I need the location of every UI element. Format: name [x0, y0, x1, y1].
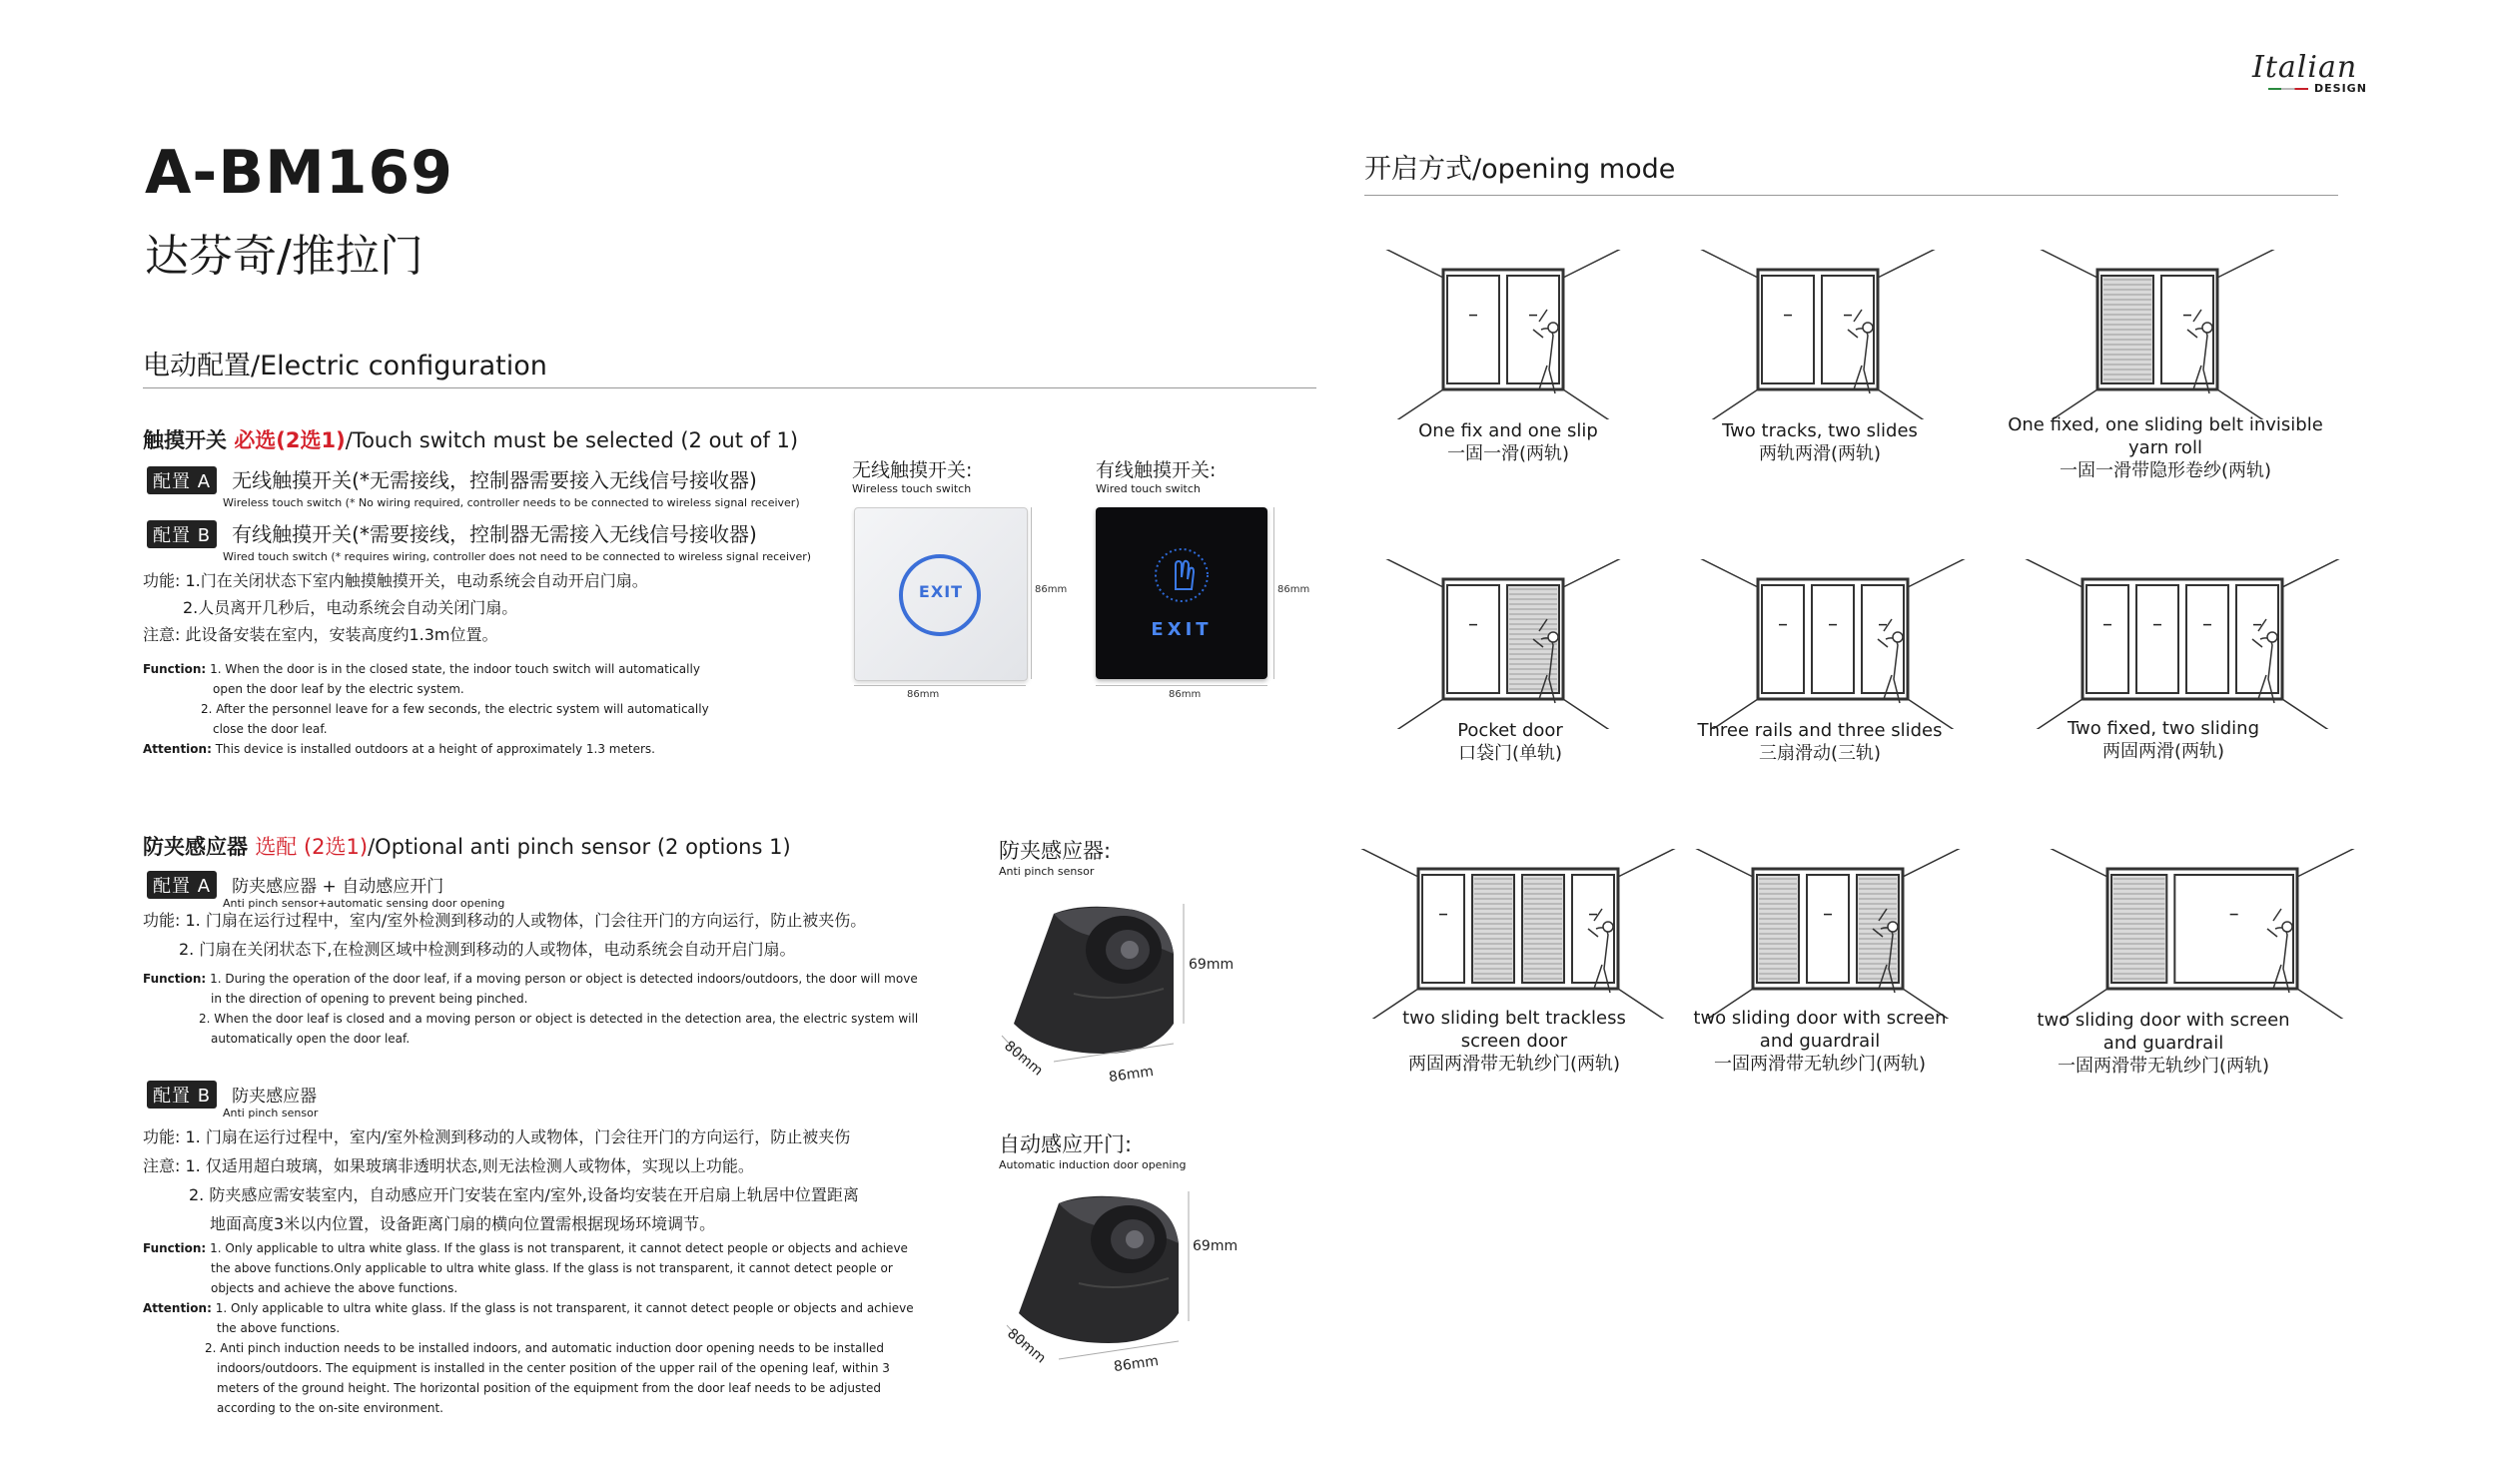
wireless-switch-image [854, 507, 1028, 681]
sensor1-width: 86mm [1108, 1063, 1155, 1087]
pinch-b-att-label: Attention: [143, 1301, 212, 1315]
pinch-a-en-2b: automatically open the door leaf. [211, 1032, 411, 1046]
sensor1-depth: 80mm [1001, 1038, 1046, 1080]
product-title: 达芬奇/推拉门 [145, 231, 423, 282]
en-att-label: Attention: [143, 742, 212, 756]
mode-en: two sliding door with screen [1693, 1008, 1947, 1029]
pinch-header-optional: 选配 (2选1) [255, 835, 369, 859]
option-b-en: Wired touch switch (* requires wiring, controller does not need to be connected to wireless signal receiver) [223, 550, 812, 563]
pinch-header-cn: 防夹感应器 [143, 835, 256, 859]
mode-cn: 三扇滑动(三轨) [1758, 743, 1882, 764]
pinch-a-badge: 配置 A [147, 871, 217, 899]
mode-en: One fixed, one sliding belt invisible yarn roll [2008, 414, 2323, 458]
mode-en-2: and guardrail [2102, 1033, 2224, 1054]
pinch-b-note-2: 2. 防夹感应需安装室内，自动感应开门安装在室内/室外,设备均安装在开启扇上轨居中位置距离 [189, 1185, 859, 1204]
pinch-option-b [147, 1081, 318, 1119]
pinch-a-en-label: Function: [143, 972, 207, 986]
mode-en: Three rails and three slides [1697, 720, 1943, 741]
mode-cn: 一固两滑带无轨纱门(两轨) [2057, 1056, 2270, 1077]
pinch-b-function-en [143, 1238, 914, 1418]
en-func-2b: close the door leaf. [213, 722, 328, 736]
pinch-b-att-2b: indoors/outdoors. The equipment is installed in the center position of the upper rail of the opening leaf, within 3 [217, 1361, 890, 1375]
opening-mode-diagram [1383, 559, 1623, 729]
pinch-a-en-1: 1. During the operation of the door leaf, if a moving person or object is detected indoors/outdoors, the door will move [210, 972, 918, 986]
sensor1-cn: 防夹感应器: [999, 839, 1112, 863]
opening-mode-caption [1650, 719, 1990, 765]
pinch-a-function-cn [143, 907, 866, 963]
wired-switch-image [1096, 507, 1267, 679]
touch-func-2: 2.人员离开几秒后，电动系统会自动关闭门扇。 [183, 598, 518, 617]
pinch-b-func: 功能: 1. 门扇在运行过程中，室内/室外检测到移动的人或物体，门会往开门的方向运行，防止被夹伤 [143, 1127, 851, 1146]
pinch-b-note-1: 注意: 1. 仅适用超白玻璃，如果玻璃非透明状态,则无法检测人或物体，实现以上功能。 [143, 1156, 754, 1175]
en-func-1: 1. When the door is in the closed state, the indoor touch switch will automatically [210, 662, 700, 676]
wireless-height-line [1031, 507, 1032, 679]
mode-cn: 两轨两滑(两轨) [1758, 443, 1882, 464]
touch-function-en [143, 659, 709, 759]
wired-en: Wired touch switch [1096, 482, 1201, 495]
touch-header-cn: 触摸开关 [143, 428, 235, 452]
pinch-a-func-2: 2. 门扇在关闭状态下,在检测区域中检测到移动的人或物体，电动系统会自动开启门扇。 [179, 940, 796, 959]
pinch-a-en-2: 2. When the door leaf is closed and a moving person or object is detected in the detection area, the electric system will [199, 1012, 919, 1026]
en-att: This device is installed outdoors at a height of approximately 1.3 meters. [215, 742, 655, 756]
sensor2-caption [999, 1128, 1186, 1171]
electric-rule [143, 387, 1316, 388]
mode-cn: 口袋门(单轨) [1457, 743, 1563, 764]
opening-mode-diagram [2038, 250, 2277, 419]
pinch-b-badge: 配置 B [147, 1081, 217, 1109]
opening-mode-diagram [2048, 849, 2357, 1019]
wired-width-line [1096, 685, 1267, 686]
en-func-1b: open the door leaf by the electric system. [213, 682, 464, 696]
model-title: A-BM169 [145, 138, 454, 208]
sensor2-depth: 80mm [1004, 1325, 1049, 1367]
mode-cn: 一固一滑带隐形卷纱(两轨) [2059, 460, 2272, 481]
mode-cn: 一固两滑带无轨纱门(两轨) [1713, 1054, 1927, 1075]
pinch-b-function-cn [143, 1122, 859, 1238]
pinch-b-att-2: 2. Anti pinch induction needs to be installed indoors, and automatic induction door opening needs to be installed [205, 1341, 885, 1355]
wired-cn: 有线触摸开关: [1096, 459, 1217, 481]
option-a-en: Wireless touch switch (* No wiring required, controller needs to be connected to wireless signal receiver) [223, 496, 800, 509]
wired-width-dim: 86mm [1169, 689, 1202, 700]
flag-stripe [2268, 88, 2308, 90]
option-a-cn: 无线触摸开关(*无需接线，控制器需要接入无线信号接收器) [232, 468, 757, 492]
touch-option-b [147, 518, 811, 563]
touch-header-required: 必选(2选1) [234, 428, 346, 452]
mode-en: Two tracks, two slides [1722, 420, 1918, 441]
wireless-width-line [854, 685, 1026, 686]
option-b-cn: 有线触摸开关(*需要接线，控制器无需接入无线信号接收器) [232, 522, 757, 546]
opening-mode-caption [1996, 413, 2335, 482]
opening-rule [1364, 195, 2338, 196]
opening-mode-diagram [1693, 849, 1963, 1019]
pinch-b-en-1b: the above functions.Only applicable to ultra white glass. If the glass is not transparent, it cannot detect people or [211, 1261, 893, 1275]
opening-mode-caption [1340, 719, 1680, 765]
opening-mode-caption [1344, 1007, 1684, 1076]
pinch-b-note-2b: 地面高度3米以内位置，设备距离门扇的横向位置需根据现场环境调节。 [210, 1214, 716, 1233]
hand-icon [1096, 507, 1267, 679]
sensor1-en: Anti pinch sensor [999, 865, 1095, 878]
sensor2-en: Automatic induction door opening [999, 1158, 1187, 1171]
pinch-b-att-2d: according to the on-site environment. [217, 1401, 443, 1415]
mode-cn: 两固两滑(两轨) [2101, 741, 2225, 762]
mode-en-2: and guardrail [1759, 1031, 1881, 1052]
wireless-height-dim: 86mm [1035, 584, 1068, 595]
sensor2-height: 69mm [1193, 1238, 1239, 1254]
wired-height-dim: 86mm [1277, 584, 1310, 595]
wired-exit-label: EXIT [1151, 619, 1213, 640]
mode-en: Two fixed, two sliding [2067, 718, 2259, 739]
pinch-a-function-en [143, 969, 918, 1049]
sensor2-cn: 自动感应开门: [999, 1132, 1133, 1156]
opening-mode-diagram [1698, 559, 1968, 729]
pinch-option-a [147, 871, 504, 910]
pinch-b-att-1b: the above functions. [217, 1321, 341, 1335]
opening-mode-caption [1650, 1007, 1990, 1076]
opening-mode-diagram [1358, 849, 1678, 1019]
opening-mode-caption [1994, 717, 2333, 763]
mode-en: two sliding belt trackless [1402, 1008, 1626, 1029]
wired-height-line [1273, 507, 1274, 679]
opening-mode-caption [1338, 419, 1678, 465]
brand-logo [2252, 50, 2382, 100]
touch-func-1: 功能: 1.门在关闭状态下室内触摸触摸开关，电动系统会自动开启门扇。 [143, 571, 648, 590]
touch-header-en: /Touch switch must be selected (2 out of 1) [345, 428, 799, 452]
mode-en: Pocket door [1457, 720, 1563, 741]
mode-cn: 一固一滑(两轨) [1446, 443, 1570, 464]
electric-section-title: 电动配置/Electric configuration [143, 351, 547, 381]
mode-cn: 两固两滑带无轨纱门(两轨) [1407, 1054, 1621, 1075]
en-func-label: Function: [143, 662, 207, 676]
sensor2-width: 86mm [1113, 1352, 1160, 1376]
brand-script: Italian [2252, 50, 2358, 85]
sensor1-caption [999, 835, 1111, 878]
pinch-b-en: Anti pinch sensor [223, 1107, 319, 1119]
wireless-exit-label: EXIT [918, 582, 964, 601]
opening-mode-diagram [2023, 559, 2342, 729]
touch-function-cn [143, 567, 648, 648]
touch-note: 注意: 此设备安装在室内，安装高度约1.3m位置。 [143, 625, 498, 644]
pinch-a-en: Anti pinch sensor+automatic sensing door opening [223, 897, 505, 910]
pinch-b-en-1c: objects and achieve the above functions. [211, 1281, 458, 1295]
option-a-badge: 配置 A [147, 466, 217, 494]
pinch-a-en-1b: in the direction of opening to prevent being pinched. [211, 992, 528, 1006]
opening-mode-diagram [1383, 250, 1623, 419]
opening-mode-caption [1650, 419, 1990, 465]
wireless-cn: 无线触摸开关: [852, 459, 973, 481]
mode-en-2: screen door [1460, 1031, 1568, 1052]
pinch-b-en-label: Function: [143, 1241, 207, 1255]
pinch-b-att-1: 1. Only applicable to ultra white glass. If the glass is not transparent, it cannot detect people or objects and achieve [215, 1301, 914, 1315]
brand-sub: DESIGN [2314, 82, 2367, 95]
wireless-width-dim: 86mm [907, 689, 940, 700]
option-b-badge: 配置 B [147, 520, 217, 548]
wired-switch-caption [1096, 455, 1216, 495]
mode-en: two sliding door with screen [2037, 1010, 2290, 1031]
en-func-2: 2. After the personnel leave for a few seconds, the electric system will automatically [201, 702, 709, 716]
pinch-header [143, 831, 791, 861]
pinch-b-en-1: 1. Only applicable to ultra white glass. If the glass is not transparent, it cannot detect people or objects and achieve [210, 1241, 908, 1255]
touch-option-a [147, 464, 800, 509]
pinch-b-cn: 防夹感应器 [232, 1087, 318, 1107]
mode-en: One fix and one slip [1418, 420, 1598, 441]
opening-mode-diagram [1698, 250, 1938, 419]
touch-header [143, 424, 798, 454]
wireless-en: Wireless touch switch [852, 482, 972, 495]
wireless-switch-caption [852, 455, 972, 495]
pinch-b-att-2c: meters of the ground height. The horizontal position of the equipment from the door leaf needs to be adjusted [217, 1381, 881, 1395]
pinch-header-en: /Optional anti pinch sensor (2 options 1) [368, 835, 791, 859]
sensor1-height: 69mm [1189, 957, 1235, 973]
opening-mode-caption [1994, 1009, 2333, 1078]
opening-section-title: 开启方式/opening mode [1364, 154, 1676, 185]
pinch-a-cn: 防夹感应器 + 自动感应开门 [232, 877, 444, 897]
pinch-a-func-1: 功能: 1. 门扇在运行过程中，室内/室外检测到移动的人或物体，门会往开门的方向运行，防止被夹伤。 [143, 911, 867, 930]
